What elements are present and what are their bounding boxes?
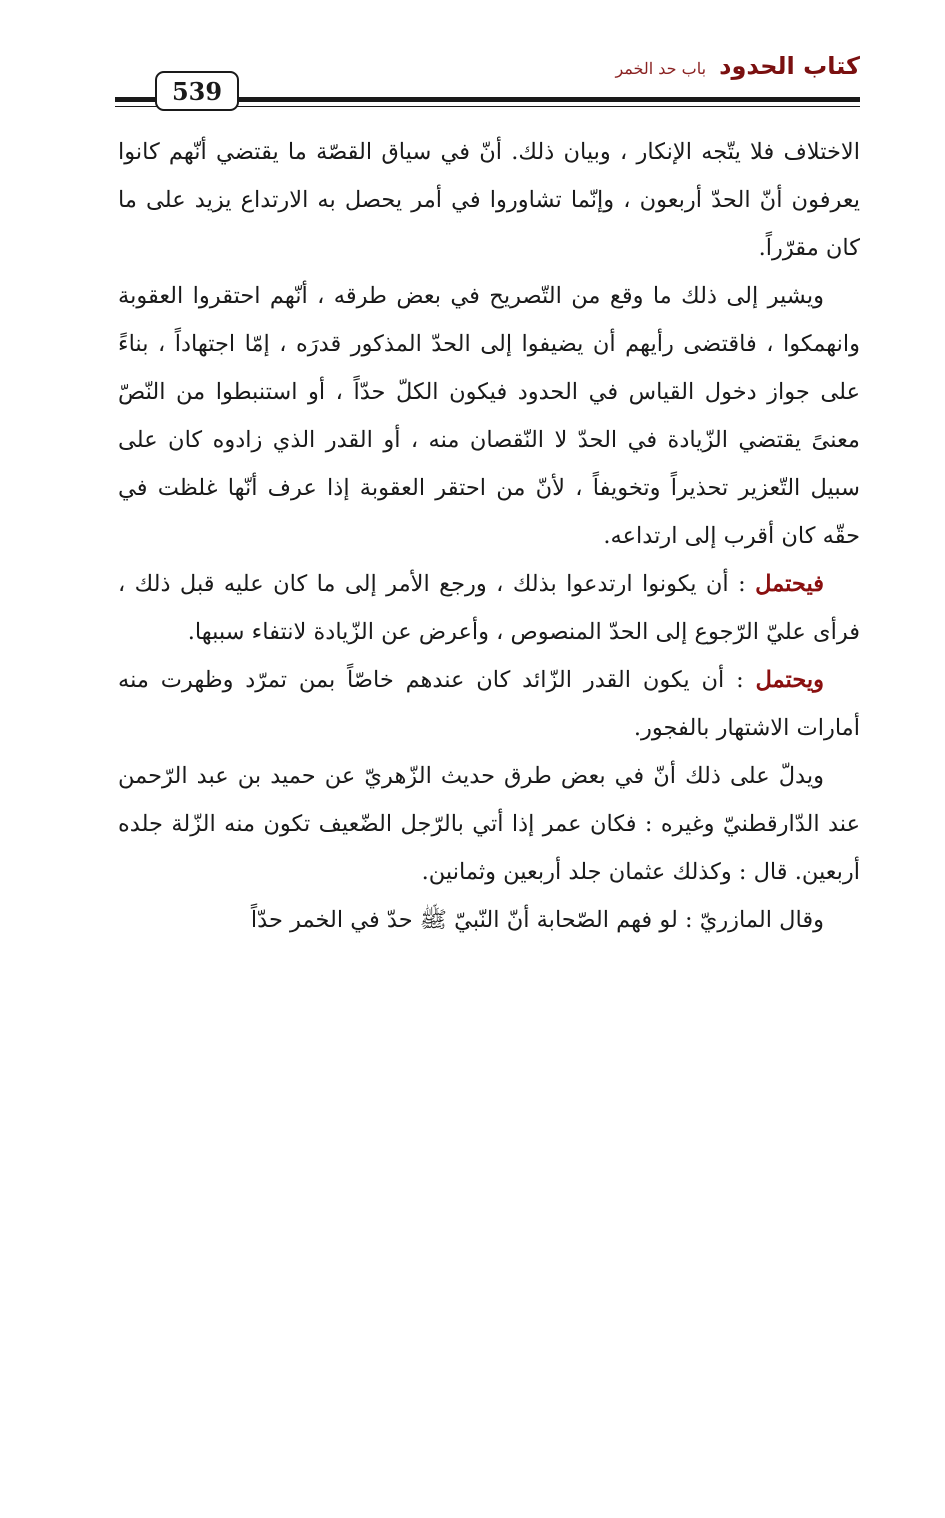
paragraph-6: وقال المازريّ : لو فهم الصّحابة أنّ النّبيّ ﷺ حدّ في الخمر حدّاً [250, 907, 824, 933]
page-body [118, 128, 860, 944]
paragraph-4 [118, 656, 860, 752]
book-title: كتاب الحدود [719, 52, 860, 80]
page-number: 539 [171, 76, 223, 106]
paragraph-1: الاختلاف فلا يتّجه الإنكار ، وبيان ذلك. أنّ في سياق القصّة ما يقتضي أنّهم كانوا يعرفون أنّ الحدّ أربعون ، وإنّما تشاوروا في أمر يحصل به الارتداع يزيد على ما كان مقرّراً. [118, 139, 860, 261]
paragraph-3-text: : أن يكونوا ارتدعوا بذلك ، ورجع الأمر إلى ما كان عليه قبل ذلك ، فرأى عليّ الرّجوع إلى الحدّ المنصوص ، وأعرض عن الزّيادة لانتفاء سببها. [118, 571, 860, 645]
keyword-fayahtamil: فيحتمل [755, 571, 824, 597]
paragraph-5: ويدلّ على ذلك أنّ في بعض طرق حديث الزّهريّ عن حميد بن عبد الرّحمن عند الدّارقطنيّ وغيره : فكان عمر إذا أتي بالرّجل الضّعيف تكون منه الزّلة جلده أربعين. قال : وكذلك عثمان جلد أربعين وثمانين. [118, 763, 860, 885]
paragraph-4-text: : أن يكون القدر الزّائد كان عندهم خاصّاً بمن تمرّد وظهرت منه أمارات الاشتهار بالفجور. [118, 667, 860, 741]
page-number-box [155, 71, 239, 111]
chapter-title: باب حد الخمر [615, 59, 707, 78]
running-header [615, 52, 860, 80]
paragraph-2: ويشير إلى ذلك ما وقع من التّصريح في بعض طرقه ، أنّهم احتقروا العقوبة وانهمكوا ، فاقتضى رأيهم أن يضيفوا إلى الحدّ المذكور قدرَه ، إمّا اجتهاداً ، بناءً على جواز دخول القياس في الحدود فيكون الكلّ حدّاً ، أو استنبطوا من النّصّ معنىً يقتضي الزّيادة في الحدّ لا النّقصان منه ، أو القدر الذي زادوه كان على سبيل التّعزير تحذيراً وتخويفاً ، لأنّ من احتقر العقوبة إذا عرف أنّها غلظت في حقّه كان أقرب إلى ارتداعه. [118, 283, 860, 549]
keyword-wayahtamil: ويحتمل [755, 667, 824, 693]
paragraph-3 [118, 560, 860, 656]
